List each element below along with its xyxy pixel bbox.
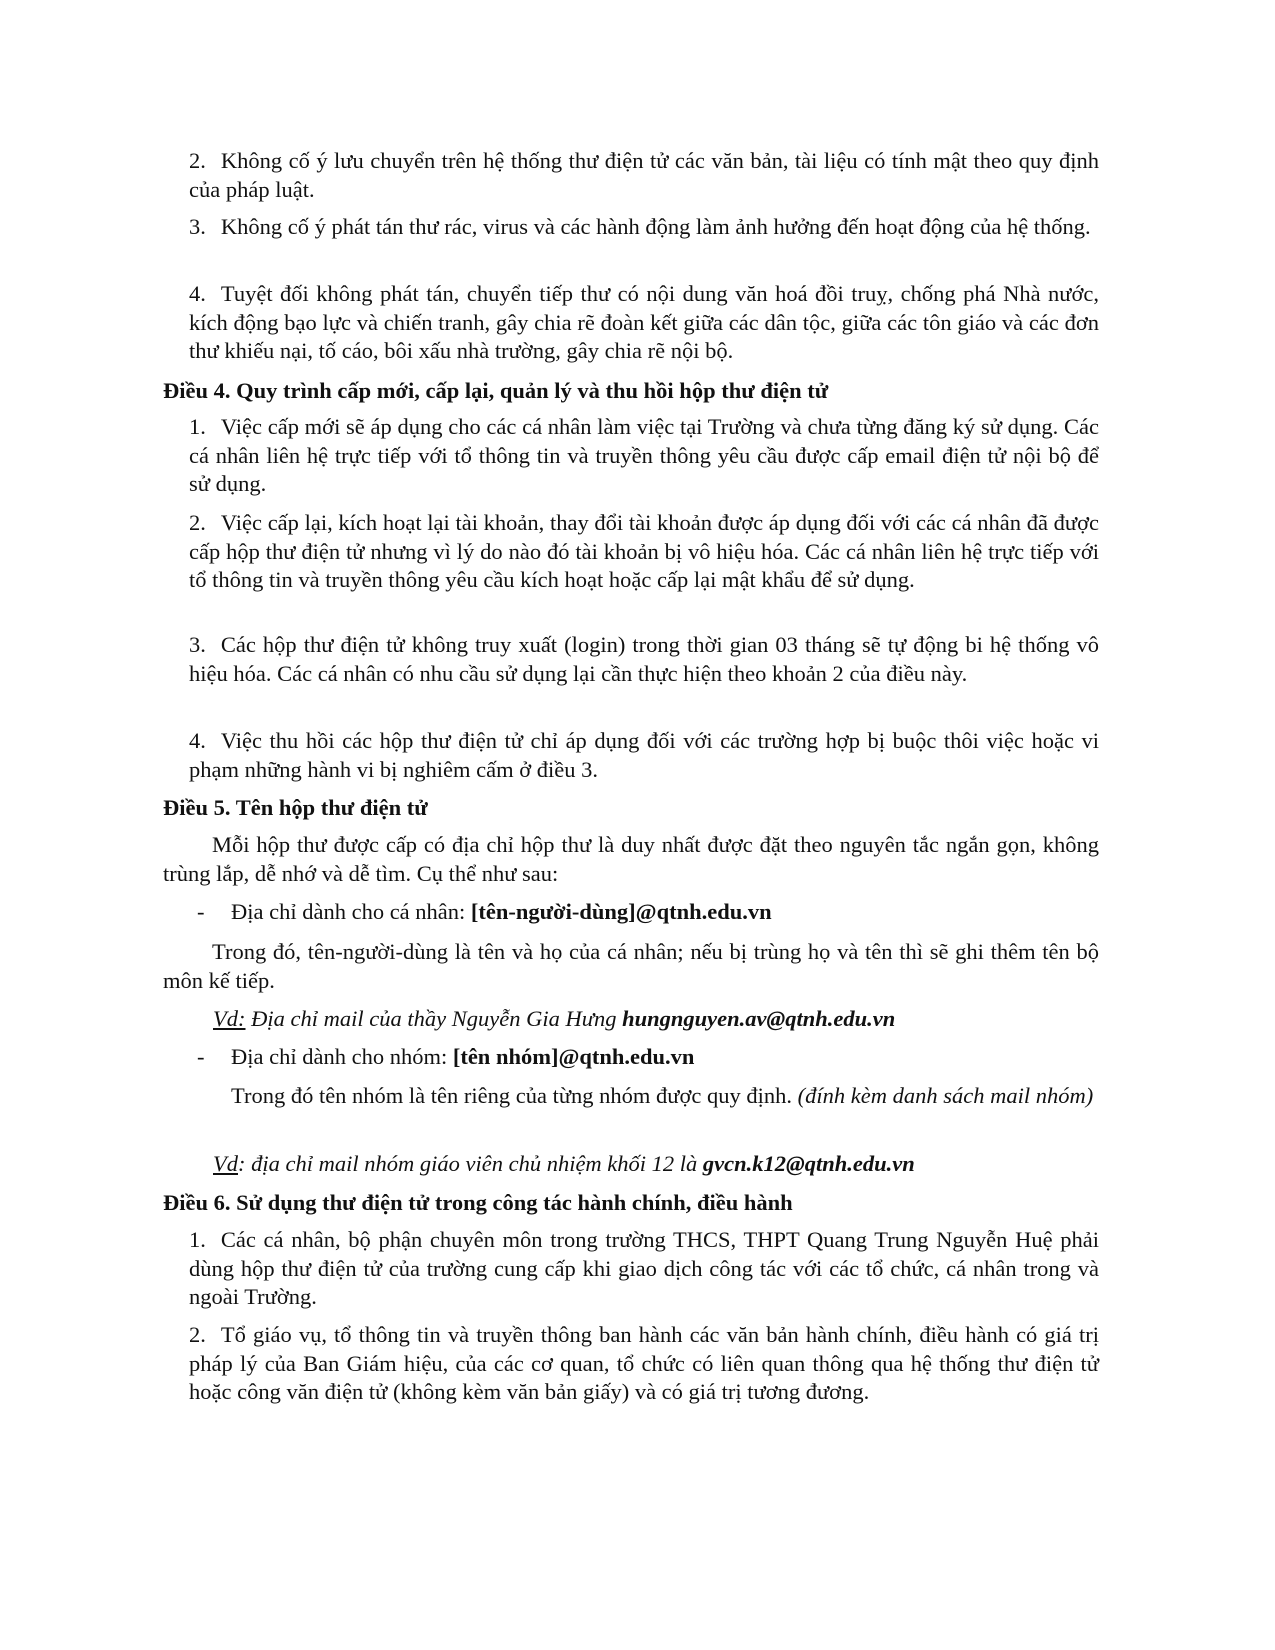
item-number: 2. (189, 148, 206, 173)
dieu4-item-1 (189, 413, 1099, 499)
dash-bullet: - (197, 1044, 205, 1069)
item-number: 4. (189, 281, 206, 306)
dieu4-item-4 (189, 727, 1099, 784)
personal-address-note: Trong đó, tên-người-dùng là tên và họ của cá nhân; nếu bị trùng họ và tên thì sẽ ghi thêm tên bộ môn kế tiếp. (163, 939, 1099, 993)
example-group (213, 1150, 1113, 1179)
section-heading-dieu-5: Điều 5. Tên hộp thư điện tử (163, 795, 428, 820)
rule-item-3 (189, 213, 1099, 242)
personal-address-label: Địa chỉ dành cho cá nhân: (231, 899, 471, 924)
dieu6-item-2 (189, 1321, 1099, 1407)
item-text: Việc cấp lại, kích hoạt lại tài khoản, thay đổi tài khoản được áp dụng đối với các cá nhân đã được cấp hộp thư điện tử nhưng vì lý do nào đó tài khoản bị vô hiệu hóa. Các cá nhân liên hệ trực tiếp với tổ thông tin và truyền thông yêu cầu kích hoạt hoặc cấp lại mật khẩu để sử dụng. (189, 510, 1099, 592)
personal-address-item (197, 898, 1097, 927)
section-heading-dieu-4: Điều 4. Quy trình cấp mới, cấp lại, quản lý và thu hồi hộp thư điện tử (163, 378, 829, 403)
group-address-label: Địa chỉ dành cho nhóm: (231, 1044, 453, 1069)
dieu4-item-2 (189, 509, 1099, 595)
example-email: hungnguyen.av@qtnh.edu.vn (622, 1006, 896, 1031)
section-heading-dieu-6: Điều 6. Sử dụng thư điện tử trong công tác hành chính, điều hành (163, 1190, 793, 1215)
group-address-item (197, 1043, 1097, 1072)
example-label: Vd (213, 1151, 238, 1176)
example-text: : địa chỉ mail nhóm giáo viên chủ nhiệm khối 12 là (238, 1151, 703, 1176)
dieu6-item-1 (189, 1226, 1099, 1312)
item-text: Tuyệt đối không phát tán, chuyển tiếp thư có nội dung văn hoá đồi truỵ, chống phá Nhà nước, kích động bạo lực và chiến tranh, gây chia rẽ đoàn kết giữa các dân tộc, giữa các tôn giáo và các đơn thư khiếu nại, tố cáo, bôi xấu nhà trường, gây chia rẽ nội bộ. (189, 281, 1099, 363)
item-number: 1. (189, 414, 206, 439)
item-number: 1. (189, 1227, 206, 1252)
item-number: 3. (189, 632, 206, 657)
personal-address-format: [tên-người-dùng]@qtnh.edu.vn (470, 899, 772, 924)
item-text: Tổ giáo vụ, tổ thông tin và truyền thông ban hành các văn bản hành chính, điều hành có giá trị pháp lý của Ban Giám hiệu, của các cơ quan, tổ chức có liên quan thông qua hệ thống thư điện tử hoặc công văn điện tử (không kèm văn bản giấy) và có giá trị tương đương. (189, 1322, 1099, 1404)
group-address-format: [tên nhóm]@qtnh.edu.vn (452, 1044, 695, 1069)
item-text: Các hộp thư điện tử không truy xuất (login) trong thời gian 03 tháng sẽ tự động bi hệ thống vô hiệu hóa. Các cá nhân có nhu cầu sử dụng lại cần thực hiện theo khoản 2 của điều này. (189, 632, 1099, 686)
item-number: 3. (189, 214, 206, 239)
item-number: 2. (189, 510, 206, 535)
group-note-text: Trong đó tên nhóm là tên riêng của từng nhóm được quy định. (231, 1083, 798, 1108)
group-address-note (231, 1082, 1097, 1111)
item-number: 4. (189, 728, 206, 753)
group-note-attachment: (đính kèm danh sách mail nhóm) (797, 1083, 1094, 1108)
item-text: Việc cấp mới sẽ áp dụng cho các cá nhân làm việc tại Trường và chưa từng đăng ký sử dụng. Các cá nhân liên hệ trực tiếp với tổ thông tin và truyền thông yêu cầu được cấp email điện tử nội bộ để sử dụng. (189, 414, 1099, 496)
item-text: Việc thu hồi các hộp thư điện tử chỉ áp dụng đối với các trường hợp bị buộc thôi việc hoặc vi phạm những hành vi bị nghiêm cấm ở điều 3. (189, 728, 1099, 782)
dieu4-item-3 (189, 631, 1099, 688)
item-text: Các cá nhân, bộ phận chuyên môn trong trường THCS, THPT Quang Trung Nguyễn Huệ phải dùng hộp thư điện tử của trường cung cấp khi giao dịch công tác với các tổ chức, cá nhân trong và ngoài Trường. (189, 1227, 1099, 1309)
item-text: Không cố ý phát tán thư rác, virus và các hành động làm ảnh hưởng đến hoạt động của hệ thống. (220, 214, 1091, 239)
example-label: Vd: (213, 1006, 246, 1031)
rule-item-4 (189, 280, 1099, 366)
example-text: Địa chỉ mail của thầy Nguyễn Gia Hưng (245, 1006, 623, 1031)
example-email: gvcn.k12@qtnh.edu.vn (702, 1151, 915, 1176)
rule-item-2 (189, 147, 1099, 204)
example-personal (213, 1005, 1113, 1034)
item-text: Không cố ý lưu chuyển trên hệ thống thư điện tử các văn bản, tài liệu có tính mật theo quy định của pháp luật. (189, 148, 1099, 202)
dieu5-intro: Mỗi hộp thư được cấp có địa chỉ hộp thư là duy nhất được đặt theo nguyên tắc ngắn gọn, không trùng lắp, dễ nhớ và dễ tìm. Cụ thể như sau: (163, 832, 1099, 886)
item-number: 2. (189, 1322, 206, 1347)
dash-bullet: - (197, 899, 205, 924)
